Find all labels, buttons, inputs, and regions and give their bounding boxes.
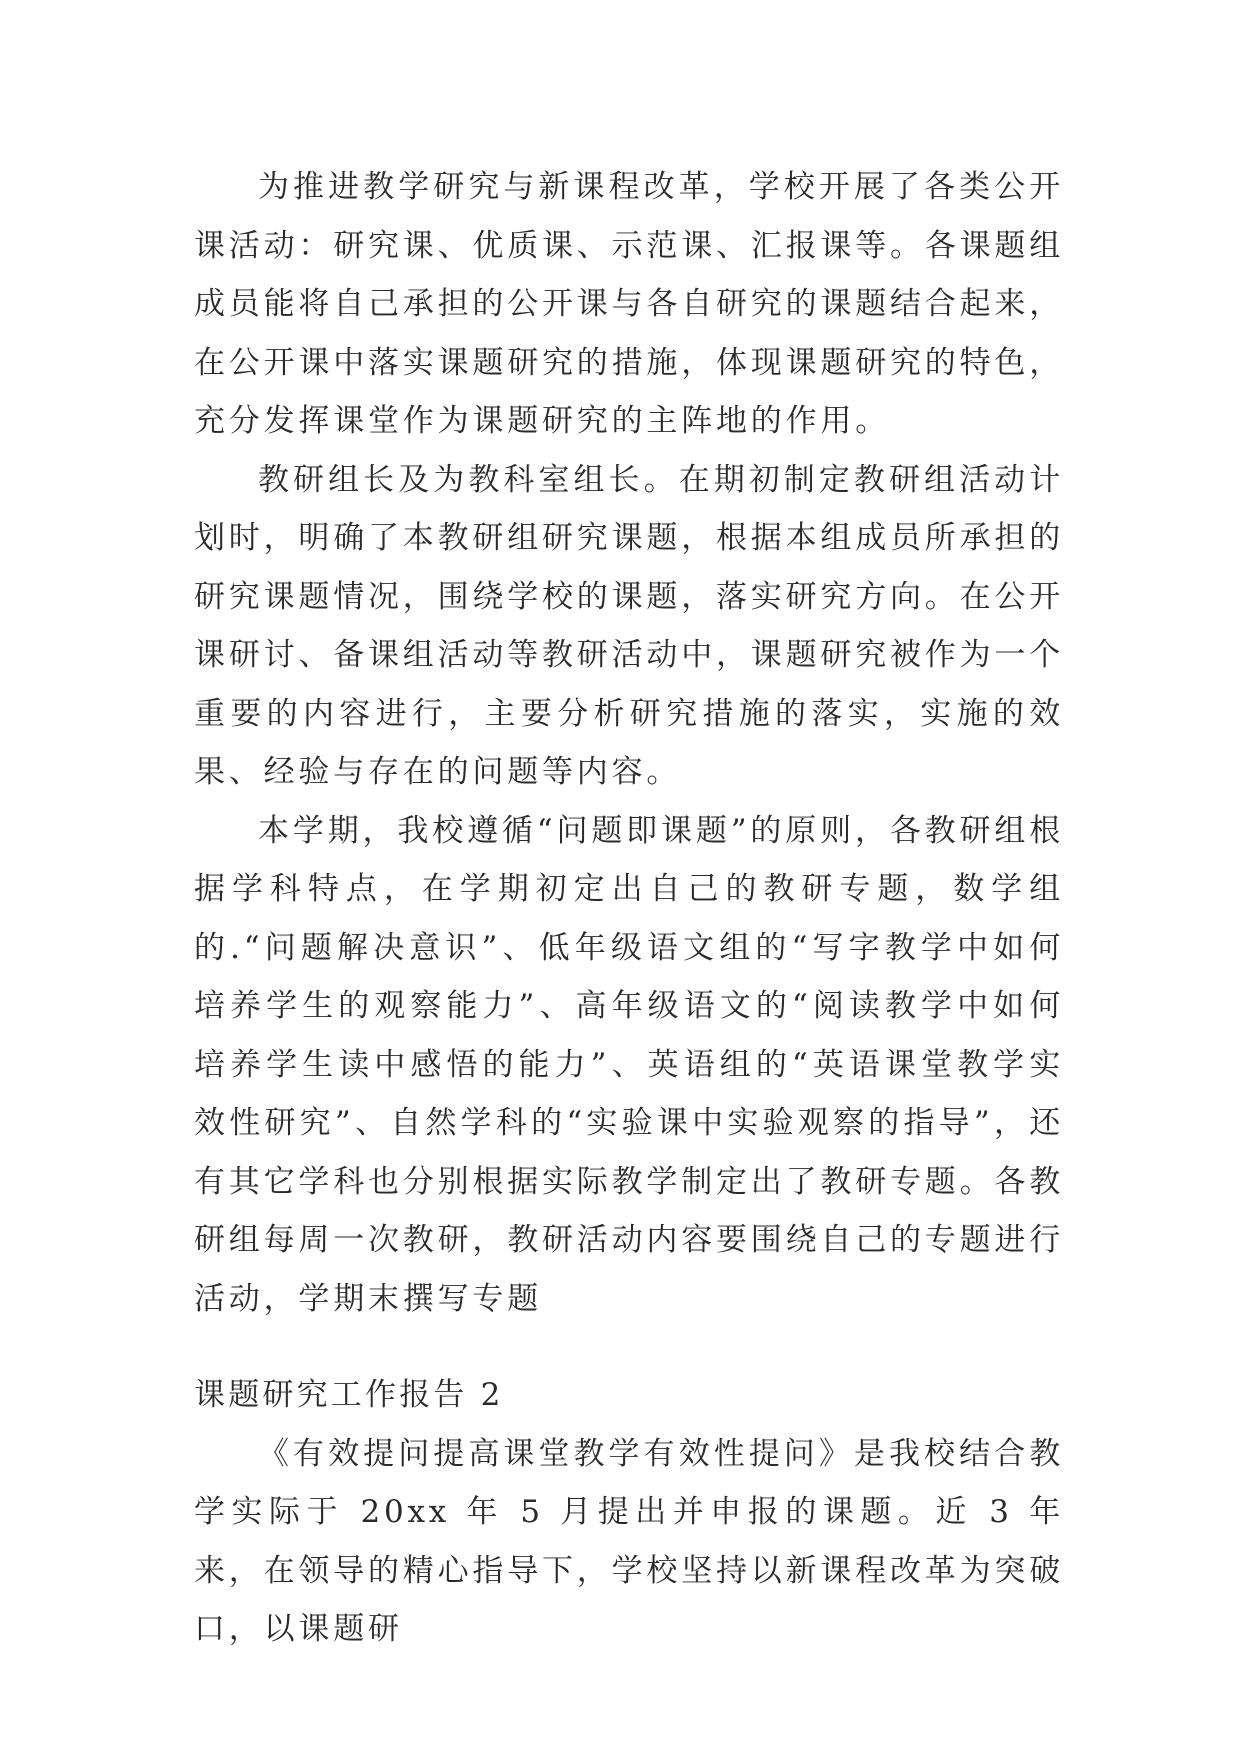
paragraph-teaching-groups: 教研组长及为教科室组长。在期初制定教研组活动计划时，明确了本教研组研究课题，根据本组成员所承担的研究课题情况，围绕学校的课题，落实研究方向。在公开课研讨、备课组活动等教研活动中，课题研究被作为一个重要的内容进行，主要分析研究措施的落实，实施的效果、经验与存在的问题等内容。: [194, 461, 1064, 790]
paragraph-semester-topics: 本学期，我校遵循“问题即课题”的原则，各教研组根据学科特点，在学期初定出自己的教研专题，数学组的.“问题解决意识”、低年级语文组的“写字教学中如何培养学生的观察能力”、高年级语文的“阅读教学中如何培养学生读中感悟的能力”、英语组的“英语课堂教学实效性研究”、自然学科的“实验课中实验观察的指导”，还有其它学科也分别根据实际教学制定出了教研专题。各教研组每周一次教研，教研活动内容要围绕自己的专题进行活动，学期末撰写专题: [194, 812, 1064, 1317]
paragraph-open-classes: 为推进教学研究与新课程改革，学校开展了各类公开课活动：研究课、优质课、示范课、汇报课等。各课题组成员能将自己承担的公开课与各自研究的课题结合起来，在公开课中落实课题研究的措施，体现课题研究的特色，充分发挥课堂作为课题研究的主阵地的作用。: [194, 169, 1064, 439]
document-body: [194, 158, 1064, 1659]
paragraph-report-intro: 《有效提问提高课堂教学有效性提问》是我校结合教学实际于 20xx 年 5 月提出并申报的课题。近 3 年来，在领导的精心指导下，学校坚持以新课程改革为突破口，以课题研: [194, 1435, 1064, 1647]
section-heading: 课题研究工作报告 2: [194, 1377, 504, 1413]
